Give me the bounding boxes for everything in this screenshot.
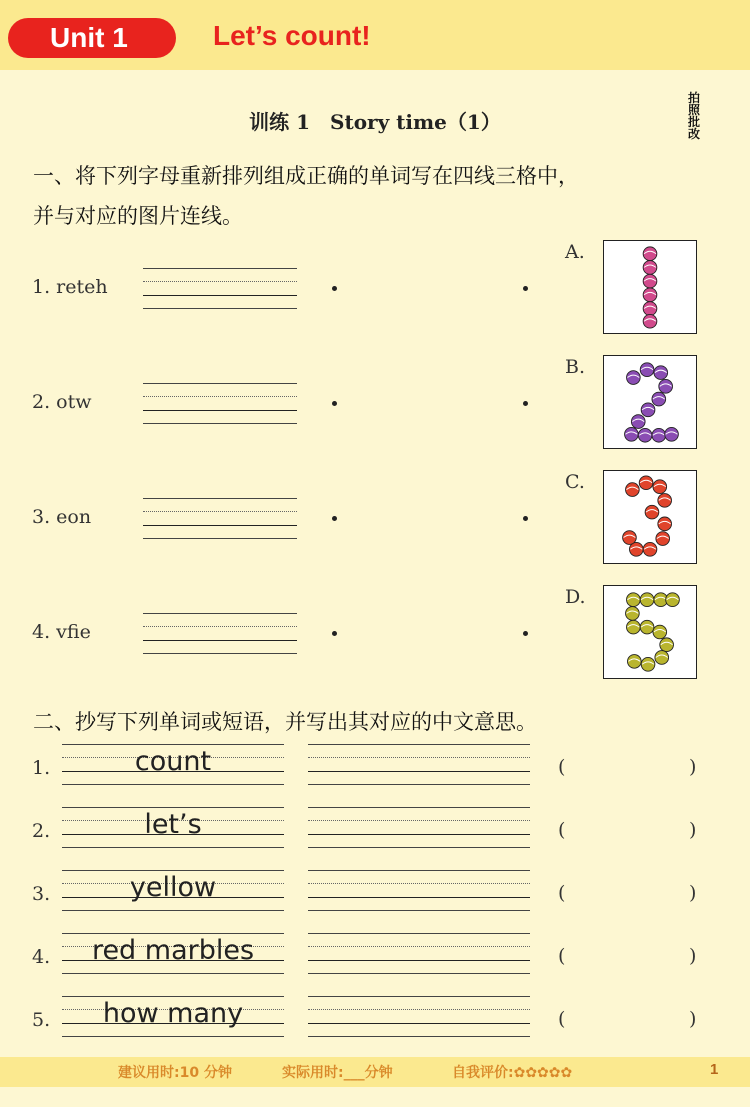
meaning-close-paren-4: ) [689, 945, 697, 967]
model-word-3: yellow [129, 872, 217, 903]
answer-lines-2[interactable] [143, 383, 297, 423]
picture-marbles-5 [603, 585, 697, 679]
answer-lines-3[interactable] [143, 498, 297, 538]
suggested-time: 建议用时:10 分钟 [118, 1065, 232, 1081]
lesson-title: 训练 1 Story time（1） [249, 110, 501, 134]
meaning-open-paren-4: ( [558, 945, 566, 967]
model-word-4: red marbles [91, 935, 255, 966]
answer-lines-1[interactable] [143, 268, 297, 308]
marbles-digit-2-icon [604, 356, 696, 448]
actual-time: 实际用时:___分钟 [282, 1065, 393, 1081]
match-dot-right-3[interactable] [523, 516, 528, 521]
practice-lines-4[interactable] [308, 933, 530, 973]
page-number: 1 [710, 1061, 719, 1078]
marbles-digit-5-icon [604, 586, 696, 678]
scrambled-word-3: 3. eon [32, 506, 92, 528]
match-dot-right-1[interactable] [523, 286, 528, 291]
marbles-digit-1-icon [604, 241, 696, 333]
copy-number-2: 2. [32, 820, 51, 842]
copy-number-1: 1. [32, 757, 51, 779]
practice-lines-1[interactable] [308, 744, 530, 784]
match-dot-right-2[interactable] [523, 401, 528, 406]
model-word-5: how many [102, 998, 244, 1029]
answer-lines-4[interactable] [143, 613, 297, 653]
part1-instruction-line1: 一、将下列字母重新排列组成正确的单词写在四线三格中， [33, 164, 579, 188]
model-word-2: let’s [144, 809, 202, 840]
photo-grading-tag[interactable]: 拍照批改 [688, 91, 701, 141]
choice-label-c: C. [565, 471, 585, 493]
match-dot-left-1[interactable] [332, 286, 337, 291]
meaning-open-paren-5: ( [558, 1008, 566, 1030]
unit-badge: Unit 1 [8, 18, 176, 58]
practice-lines-5[interactable] [308, 996, 530, 1036]
meaning-close-paren-1: ) [689, 756, 697, 778]
practice-lines-3[interactable] [308, 870, 530, 910]
self-evaluation: 自我评价:✿✿✿✿✿ [452, 1065, 573, 1081]
scrambled-word-4: 4. vfie [32, 621, 91, 643]
meaning-close-paren-5: ) [689, 1008, 697, 1030]
choice-label-a: A. [565, 241, 585, 263]
match-dot-left-4[interactable] [332, 631, 337, 636]
meaning-open-paren-2: ( [558, 819, 566, 841]
choice-label-b: B. [565, 356, 586, 378]
copy-number-5: 5. [32, 1009, 51, 1031]
match-dot-left-2[interactable] [332, 401, 337, 406]
picture-marbles-1 [603, 240, 697, 334]
meaning-close-paren-2: ) [689, 819, 697, 841]
scrambled-word-2: 2. otw [32, 391, 92, 413]
scrambled-word-1: 1. reteh [32, 276, 108, 298]
part2-instruction: 二、抄写下列单词或短语，并写出其对应的中文意思。 [33, 710, 537, 734]
marbles-digit-3-icon [604, 471, 696, 563]
match-dot-left-3[interactable] [332, 516, 337, 521]
meaning-close-paren-3: ) [689, 882, 697, 904]
practice-lines-2[interactable] [308, 807, 530, 847]
meaning-open-paren-3: ( [558, 882, 566, 904]
model-word-1: count [134, 746, 212, 777]
part1-instruction-line2: 并与对应的图片连线。 [33, 204, 243, 228]
match-dot-right-4[interactable] [523, 631, 528, 636]
unit-title: Let’s count! [213, 20, 371, 51]
picture-marbles-2 [603, 355, 697, 449]
choice-label-d: D. [565, 586, 586, 608]
copy-number-4: 4. [32, 946, 51, 968]
picture-marbles-3 [603, 470, 697, 564]
copy-number-3: 3. [32, 883, 51, 905]
meaning-open-paren-1: ( [558, 756, 566, 778]
